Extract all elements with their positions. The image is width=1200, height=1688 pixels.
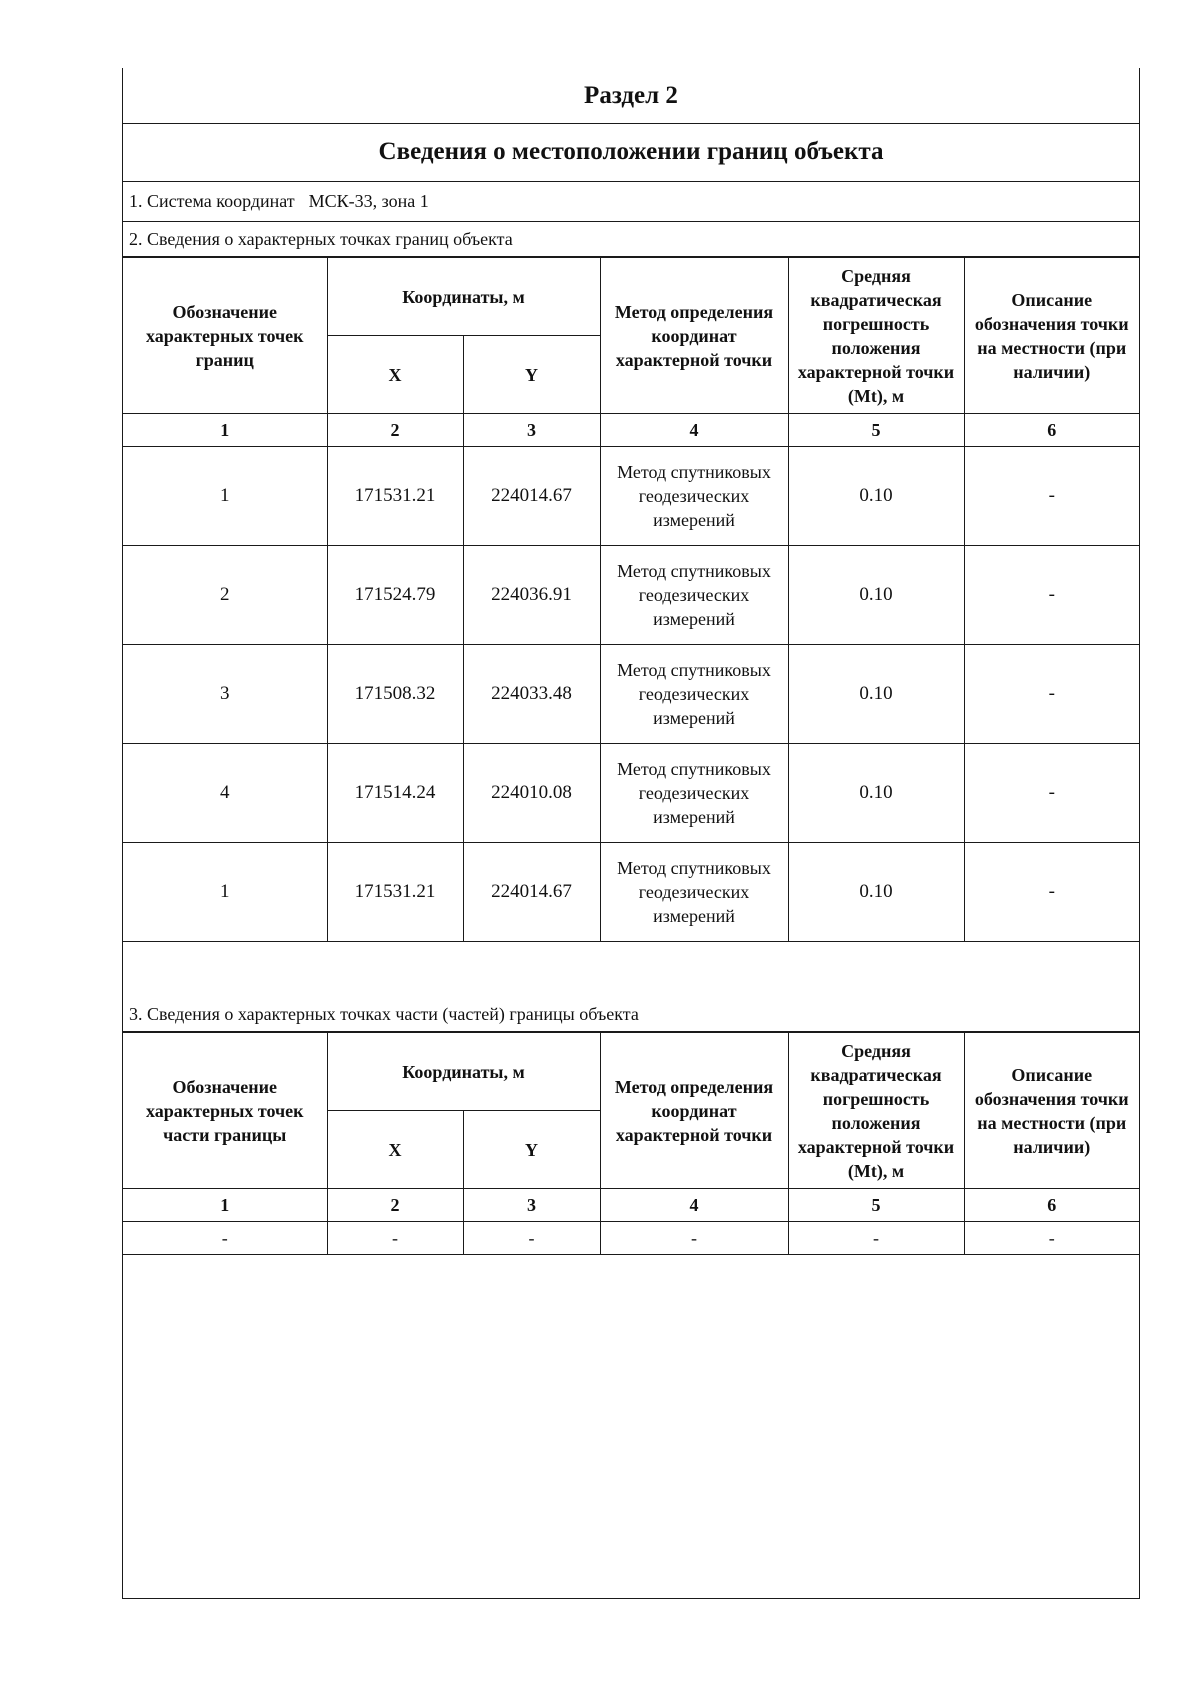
description: - xyxy=(964,744,1139,843)
point-id: 2 xyxy=(123,546,327,645)
header-y: Y xyxy=(463,1111,600,1189)
method: Метод спутниковых геодезических измерений xyxy=(600,645,788,744)
column-number: 4 xyxy=(600,414,788,447)
table-row xyxy=(123,843,1139,942)
method: Метод спутниковых геодезических измерений xyxy=(600,447,788,546)
table-row xyxy=(123,645,1139,744)
error: - xyxy=(788,1222,964,1255)
document-frame xyxy=(122,68,1140,1599)
coord-x: 171514.24 xyxy=(327,744,463,843)
error: 0.10 xyxy=(788,447,964,546)
coord-y: - xyxy=(463,1222,600,1255)
coord-x: 171531.21 xyxy=(327,447,463,546)
point-id: 1 xyxy=(123,447,327,546)
header-description: Описание обозначения точки на местности (при наличии) xyxy=(964,1033,1139,1189)
document-title: Сведения о местоположении границ объекта xyxy=(123,123,1139,182)
column-number-row xyxy=(123,1189,1139,1222)
description: - xyxy=(964,843,1139,942)
error: 0.10 xyxy=(788,546,964,645)
header-description: Описание обозначения точки на местности (при наличии) xyxy=(964,258,1139,414)
table-row xyxy=(123,546,1139,645)
error: 0.10 xyxy=(788,645,964,744)
description: - xyxy=(964,447,1139,546)
header-x: X xyxy=(327,336,463,414)
header-method: Метод определения координат характерной точки xyxy=(600,258,788,414)
column-number: 2 xyxy=(327,1189,463,1222)
header-error: Средняя квадратическая погрешность положения характерной точки (Mt), м xyxy=(788,1033,964,1189)
parts-table xyxy=(123,1032,1139,1255)
coordinate-system-row xyxy=(123,181,1139,222)
method: - xyxy=(600,1222,788,1255)
header-designation: Обозначение характерных точек границ xyxy=(123,258,327,414)
coord-y: 224014.67 xyxy=(463,447,600,546)
column-number: 6 xyxy=(964,1189,1139,1222)
coord-y: 224010.08 xyxy=(463,744,600,843)
header-designation: Обозначение характерных точек части границы xyxy=(123,1033,327,1189)
column-number: 1 xyxy=(123,414,327,447)
point-id: 3 xyxy=(123,645,327,744)
coordinate-system-value: МСК-33, зона 1 xyxy=(308,190,429,211)
method: Метод спутниковых геодезических измерений xyxy=(600,546,788,645)
coordinate-system-label: 1. Система координат xyxy=(129,190,295,211)
column-number: 6 xyxy=(964,414,1139,447)
coord-y: 224036.91 xyxy=(463,546,600,645)
coord-x: 171531.21 xyxy=(327,843,463,942)
error: 0.10 xyxy=(788,843,964,942)
column-number: 2 xyxy=(327,414,463,447)
table-row xyxy=(123,1222,1139,1255)
header-y: Y xyxy=(463,336,600,414)
method: Метод спутниковых геодезических измерений xyxy=(600,744,788,843)
column-number-row xyxy=(123,414,1139,447)
column-number: 3 xyxy=(463,414,600,447)
description: - xyxy=(964,1222,1139,1255)
point-id: 1 xyxy=(123,843,327,942)
point-id: 4 xyxy=(123,744,327,843)
header-method: Метод определения координат характерной точки xyxy=(600,1033,788,1189)
coord-y: 224033.48 xyxy=(463,645,600,744)
method: Метод спутниковых геодезических измерений xyxy=(600,843,788,942)
parts-section-heading: 3. Сведения о характерных точках части (частей) границы объекта xyxy=(123,997,1139,1032)
points-section-heading: 2. Сведения о характерных точках границ объекта xyxy=(123,222,1139,257)
column-number: 5 xyxy=(788,1189,964,1222)
table-row xyxy=(123,447,1139,546)
column-number: 4 xyxy=(600,1189,788,1222)
column-number: 3 xyxy=(463,1189,600,1222)
header-x: X xyxy=(327,1111,463,1189)
points-table xyxy=(123,257,1139,942)
table-row xyxy=(123,744,1139,843)
header-error: Средняя квадратическая погрешность положения характерной точки (Mt), м xyxy=(788,258,964,414)
coord-x: 171508.32 xyxy=(327,645,463,744)
header-coordinates: Координаты, м xyxy=(327,1033,600,1111)
section-title: Раздел 2 xyxy=(123,68,1139,124)
description: - xyxy=(964,645,1139,744)
coord-y: 224014.67 xyxy=(463,843,600,942)
error: 0.10 xyxy=(788,744,964,843)
column-number: 1 xyxy=(123,1189,327,1222)
coord-x: - xyxy=(327,1222,463,1255)
coord-x: 171524.79 xyxy=(327,546,463,645)
header-coordinates: Координаты, м xyxy=(327,258,600,336)
column-number: 5 xyxy=(788,414,964,447)
description: - xyxy=(964,546,1139,645)
point-id: - xyxy=(123,1222,327,1255)
